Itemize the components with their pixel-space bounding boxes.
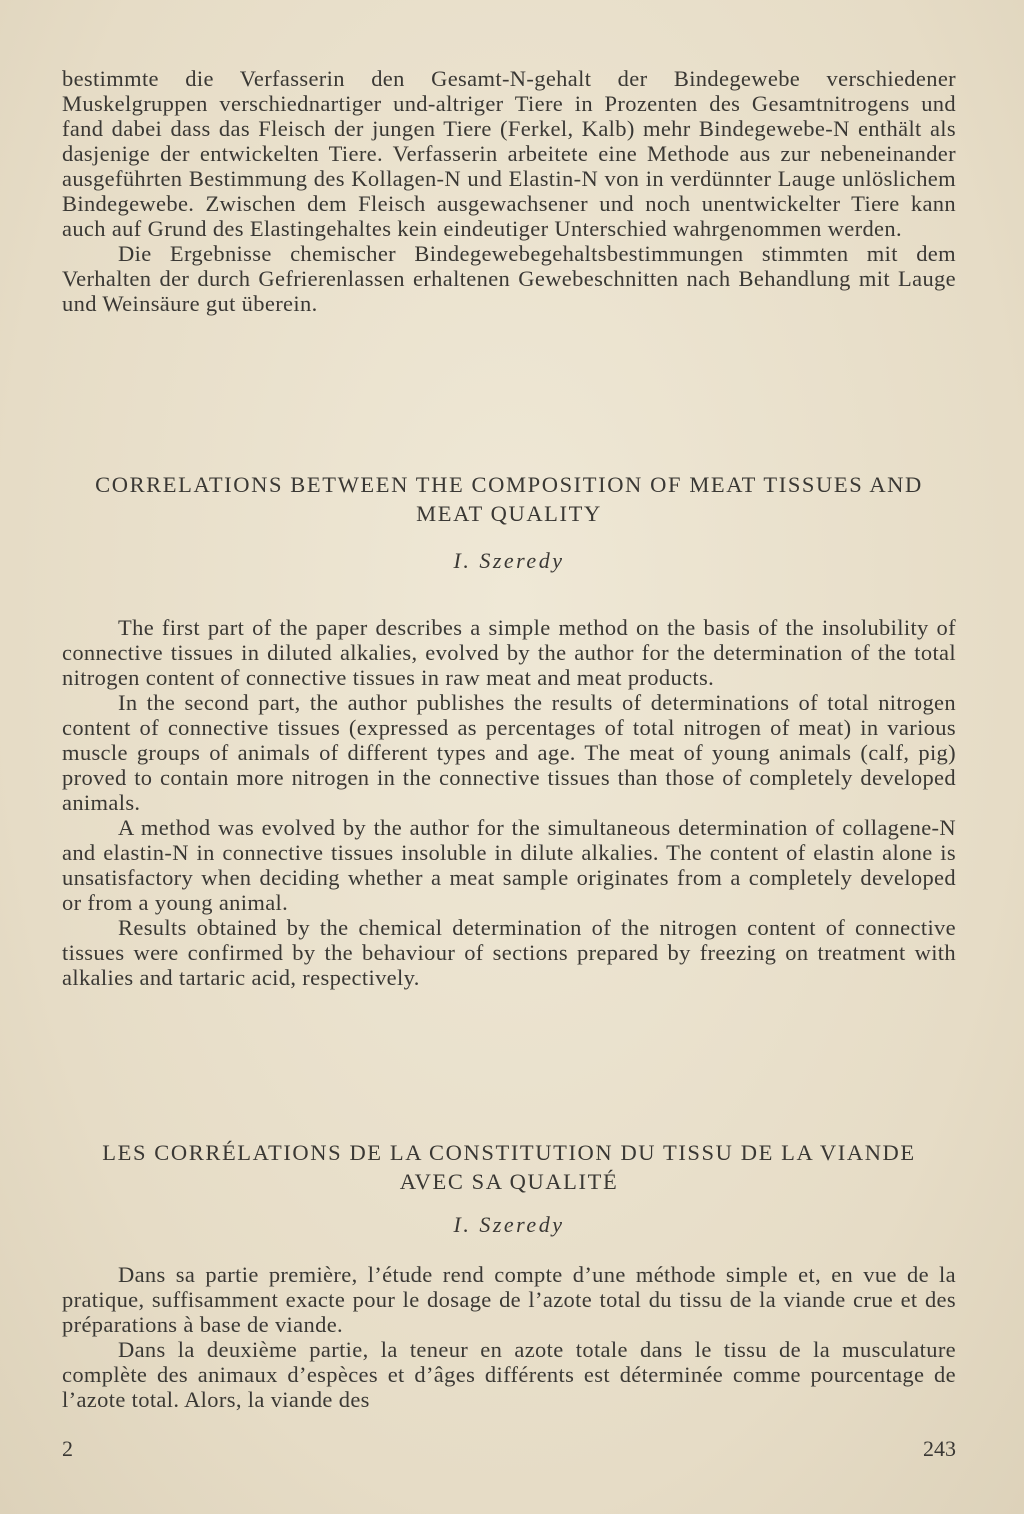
english-paragraph: A method was evolved by the author for the simultaneous determination of collagene-N and elastin-N in connective tissues insoluble in dilute alkalies. The content of elastin alone is unsatisfactory when deciding whether a meat sample originates from a completely developed or from a young animal.: [62, 815, 956, 915]
english-body: [62, 615, 956, 990]
french-paragraph: Dans la deuxième partie, la teneur en azote totale dans le tissu de la musculature complète des animaux d’espèces et d’âges différents est déterminée comme pourcentage de l’azote total. Alors, la viande des: [62, 1337, 956, 1412]
french-body: [62, 1262, 956, 1412]
english-summary: [62, 470, 956, 990]
english-paragraph: In the second part, the author publishes the results of determinations of total nitrogen content of connective tissues (expressed as percentages of total nitrogen of meat) in various muscle groups of animals of different types and age. The meat of young animals (calf, pig) proved to contain more nitrogen in the connective tissues than those of completely developed animals.: [62, 690, 956, 815]
german-summary: [62, 66, 956, 316]
french-paragraph: Dans sa partie première, l’étude rend compte d’une méthode simple et, en vue de la pratique, suffisamment exacte pour le dosage de l’azote total du tissu de la viande crue et des préparations à base de viande.: [62, 1262, 956, 1337]
signature-mark: 2: [62, 1436, 73, 1461]
section-title: CORRELATIONS BETWEEN THE COMPOSITION OF MEAT TISSUES AND MEAT QUALITY: [95, 472, 923, 526]
english-paragraph: The first part of the paper describes a simple method on the basis of the insolubility of connective tissues in diluted alkalies, evolved by the author for the determination of the total nitrogen content of connective tissues in raw meat and meat products.: [62, 615, 956, 690]
english-paragraph: Results obtained by the chemical determination of the nitrogen content of connective tissues were confirmed by the behaviour of sections prepared by freezing on treatment with alkalies and tartaric acid, respectively.: [62, 915, 956, 990]
german-paragraph: bestimmte die Verfasserin den Gesamt-N-gehalt der Bindegewebe verschiedener Muskelgruppen verschiednartiger und-altriger Tiere in Prozenten des Gesamtnitrogens und fand dabei dass das Fleisch der jungen Tiere (Ferkel, Kalb) mehr Bindegewebe-N enthält als dasjenige der entwickelten Tiere. Verfasserin arbeitete eine Methode aus zur nebeneinander ausgeführten Bestimmung des Kollagen-N und Elastin-N von in verdünnter Lauge unlöslichem Bindegewebe. Zwischen dem Fleisch ausgewachsener und noch unentwickelter Tiere kann auch auf Grund des Elastingehaltes kein eindeutiger Unterschied wahrgenommen werden.: [62, 66, 956, 241]
page-number: 243: [923, 1436, 956, 1461]
section-title: LES CORRÉLATIONS DE LA CONSTITUTION DU TISSU DE LA VIANDE AVEC SA QUALITÉ: [102, 1140, 916, 1194]
german-paragraph: Die Ergebnisse chemischer Bindegewebegehaltsbestimmungen stimmten mit dem Verhalten der durch Gefrierenlassen erhaltenen Gewebeschnitten nach Behandlung mit Lauge und Weinsäure gut überein.: [62, 241, 956, 316]
french-summary: [62, 1138, 956, 1412]
author-name: I. Szeredy: [453, 1212, 565, 1237]
author-name: I. Szeredy: [453, 548, 565, 573]
